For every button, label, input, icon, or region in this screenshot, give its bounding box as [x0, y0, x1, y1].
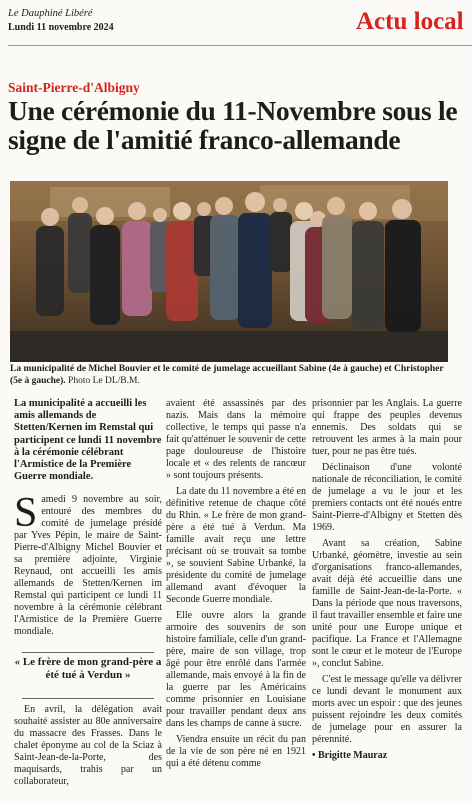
paragraph: Déclinaison d'une volonté nationale de réconciliation, le comité de jumelage a vu le jour et les premiers contacts ont été noués entre Saint-Pierre-d'Albigny et Stetten dès 1969. — [312, 462, 462, 533]
paragraph: Avant sa création, Sabine Urbanké, géomètre, investie au sein d'organisations franco-allemandes, avait déjà été accueillie dans une famille de Saint-Jean-de-la-Porte. « Dans la période que nous traversons, il faut travailler ensemble et faire une unité pour une Europe unique et pacifique. La France et l'Allemagne sont le cœur et le moteur de l'Europe », conclut Sabine. — [312, 538, 462, 669]
section-title: Actu local — [356, 8, 464, 35]
paragraph-text: amedi 9 novembre au soir, entouré des membres du comité de jumelage présidé par Yves Pépin, le maire de Saint-Pierre-d'Albigny Michel Bouvier et sa première adjointe, Virginie Reynaud, ont accueilli les amis allemands de Stetten/Kernen im Remstal qui participent ce lundi 11 novembre à la cérémonie célébrant l'Armistice de la Première Guerre mondiale. — [14, 494, 162, 637]
photo-credit: Photo Le DL/B.M. — [68, 375, 140, 386]
issue-date: Lundi 11 novembre 2024 — [8, 22, 114, 33]
caption-text: La municipalité de Michel Bouvier et le comité de jumelage accueillant Sabine (4e à gauche) et Christopher (5e à gauche). — [10, 364, 444, 386]
paragraph: La date du 11 novembre a été en définitive retenue de chaque côté du Rhin. « Le frère de mon grand-père a été tué à Verdun. Ma famille avait reçu une lettre précisant où se trouvait sa tombe », se souvient Sabine Urbanké, la présidente du comité de jumelage allemand avant d'évoquer la Seconde Guerre mondiale. — [166, 486, 306, 605]
paragraph: prisonnier par les Anglais. La guerre qui frappe des peuples devenus ennemis. Des soldats qui se retrouvent les armes à la main pour tuer, pour ne pas être tués. — [312, 398, 462, 457]
photo-caption — [10, 364, 450, 387]
header-divider — [8, 45, 472, 46]
group-photo — [10, 181, 448, 362]
photo-image — [10, 181, 448, 362]
paragraph: Viendra ensuite un récit du pan de la vie de son père né en 1921 qui a été détenu comme — [166, 734, 306, 769]
paragraph: En avril, la délégation avait souhaité assister au 80e anniversaire du massacre des Frasses. Dans le chalet éponyme au col de la Sciaz à Saint-Jean-de-la-Porte, des maquisards, trahis par un collaborateur, — [14, 704, 162, 787]
paragraph: Elle ouvre alors la grande armoire des souvenirs de son histoire familiale, celle d'un grand-père, maire de son village, trop âgé pour être enrôlé dans l'armée allemande, mais envoyé à la fin de la guerre par les Américains comme prisonnier en Louisiane pour travailler pendant deux ans dans les champs de canne à sucre. — [166, 610, 306, 729]
article-column-1 — [14, 490, 162, 642]
pull-quote: « Le frère de mon grand-père a été tué à Verdun » — [14, 656, 162, 681]
quote-divider — [22, 652, 154, 653]
article-locality: Saint-Pierre-d'Albigny — [8, 80, 140, 95]
paragraph — [14, 490, 162, 638]
drop-cap: S — [14, 490, 38, 536]
paragraph: avaient été assassinés par des nazis. Mais dans la mémoire collective, le temps qui passe n'a fait qu'atténuer le souvenir de cette page douloureuse de l'histoire locale et « des relents de rancœur » sont toujours présents. — [166, 398, 306, 481]
article-lead: La municipalité a accueilli les amis allemands de Stetten/Kernen im Remstal qui participent ce lundi 11 novembre à la cérémonie célébrant l'Armistice de la Première Guerre mondiale. — [14, 398, 162, 483]
article-column-1-bottom — [14, 704, 162, 792]
article-column-2 — [166, 398, 306, 774]
article-column-3 — [312, 398, 462, 766]
article-headline: Une cérémonie du 11-Novembre sous le signe de l'amitié franco-allemande — [8, 95, 458, 155]
newspaper-name: Le Dauphiné Libéré — [8, 8, 93, 19]
paragraph: C'est le message qu'elle va délivrer ce lundi devant le monument aux morts avec un espoir : que des jeunes puissent rejoindre les deux comités de jumelage pour en assurer la pérennité. — [312, 674, 462, 745]
quote-divider — [22, 698, 154, 699]
author-signature: • Brigitte Mauraz — [312, 750, 388, 761]
